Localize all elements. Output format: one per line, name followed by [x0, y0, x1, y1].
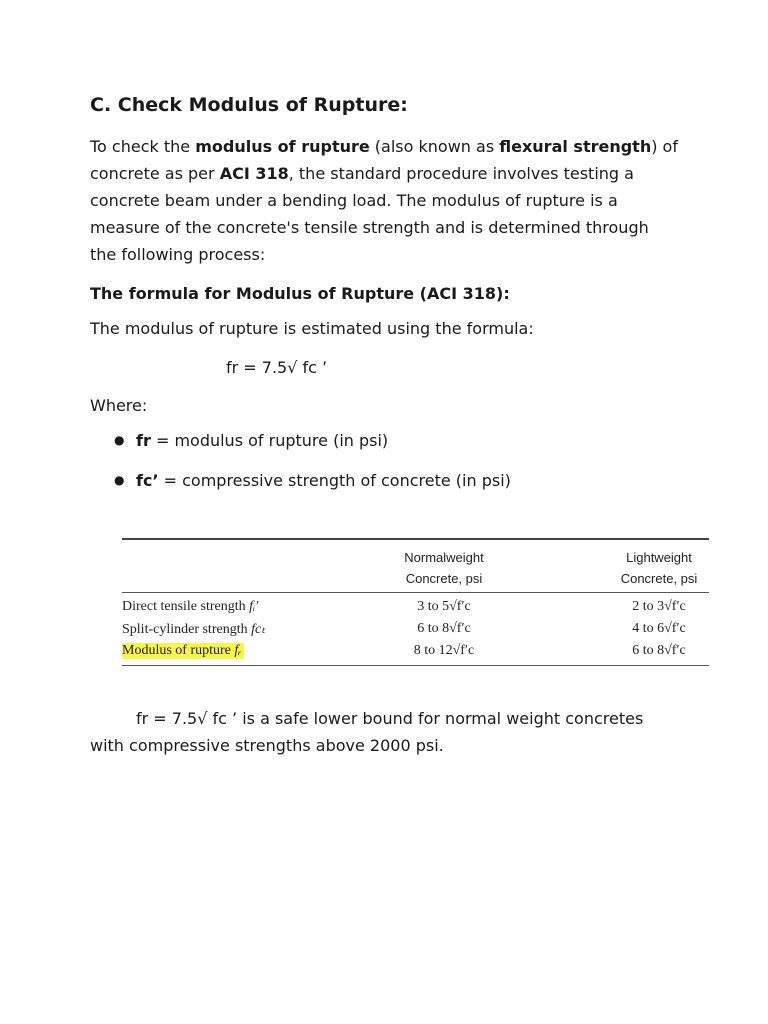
- note-line-1: fr = 7.5√ fc ’ is a safe lower bound for normal weight concretes: [136, 709, 644, 728]
- note-paragraph: [90, 705, 690, 759]
- lightweight-value: 4 to 6√f′c: [632, 621, 686, 636]
- bullet-symbol: fr: [136, 431, 151, 450]
- table-row: [122, 641, 709, 663]
- bullet-symbol: fc’: [136, 471, 159, 490]
- row-label-text: Modulus of rupture: [122, 643, 231, 658]
- lightweight-value: 2 to 3√f′c: [632, 599, 686, 614]
- table-header-rule: [122, 592, 709, 593]
- row-label-text: Split-cylinder strength: [122, 622, 248, 637]
- column-header-line: Normalweight: [404, 550, 484, 565]
- column-header-line: Concrete, psi: [620, 571, 698, 586]
- table-bottom-rule: [122, 665, 709, 666]
- intro-text-1: To check the: [90, 137, 196, 156]
- note-line-2: with compressive strengths above 2000 psi.: [90, 736, 444, 755]
- table-row: [122, 619, 709, 641]
- row-label-highlighted: [122, 643, 244, 659]
- intro-text-2: (also known as: [369, 137, 500, 156]
- formula-intro: The modulus of rupture is estimated using the formula:: [90, 319, 534, 338]
- row-symbol: fᵣ: [234, 643, 242, 658]
- column-header-line: Lightweight: [626, 550, 692, 565]
- intro-text-4: , the standard procedure involves testing a concrete beam under a bending load. The modulus of rupture is a measure of the concrete's tensile strength and is determined through the following process:: [90, 164, 649, 264]
- bullet-text: = compressive strength of concrete (in psi): [158, 471, 511, 490]
- column-header-line: Concrete, psi: [405, 571, 483, 586]
- normalweight-value: 3 to 5√f′c: [417, 599, 471, 614]
- column-header-lightweight: [602, 547, 716, 589]
- lightweight-value: 6 to 8√f′c: [632, 643, 686, 658]
- bullet-icon: ●: [114, 433, 125, 447]
- formula: fr = 7.5√ fc ’: [226, 358, 328, 377]
- where-label: Where:: [90, 396, 148, 415]
- list-item: [114, 431, 388, 450]
- list-item: [114, 471, 511, 490]
- formula-title: The formula for Modulus of Rupture (ACI 318):: [90, 284, 510, 303]
- intro-paragraph: [90, 133, 680, 268]
- row-label: [122, 621, 265, 638]
- row-symbol: fᵢ′: [249, 599, 259, 614]
- normalweight-value: 8 to 12√f′c: [413, 643, 475, 658]
- column-header-normalweight: [384, 547, 504, 589]
- row-symbol: fcₜ: [251, 622, 266, 637]
- intro-bold-aci: ACI 318: [219, 164, 289, 183]
- table-top-rule: [122, 538, 709, 540]
- normalweight-value: 6 to 8√f′c: [417, 621, 471, 636]
- intro-bold-flexural: flexural strength: [499, 137, 652, 156]
- intro-bold-modulus: modulus of rupture: [195, 137, 370, 156]
- table-row: [122, 597, 709, 619]
- section-heading: C. Check Modulus of Rupture:: [90, 94, 408, 116]
- row-label: [122, 599, 258, 615]
- bullet-text: = modulus of rupture (in psi): [150, 431, 389, 450]
- row-label-text: Direct tensile strength: [122, 599, 246, 614]
- bullet-icon: ●: [114, 473, 125, 487]
- intro-text-3: ) of concrete as per: [90, 137, 678, 183]
